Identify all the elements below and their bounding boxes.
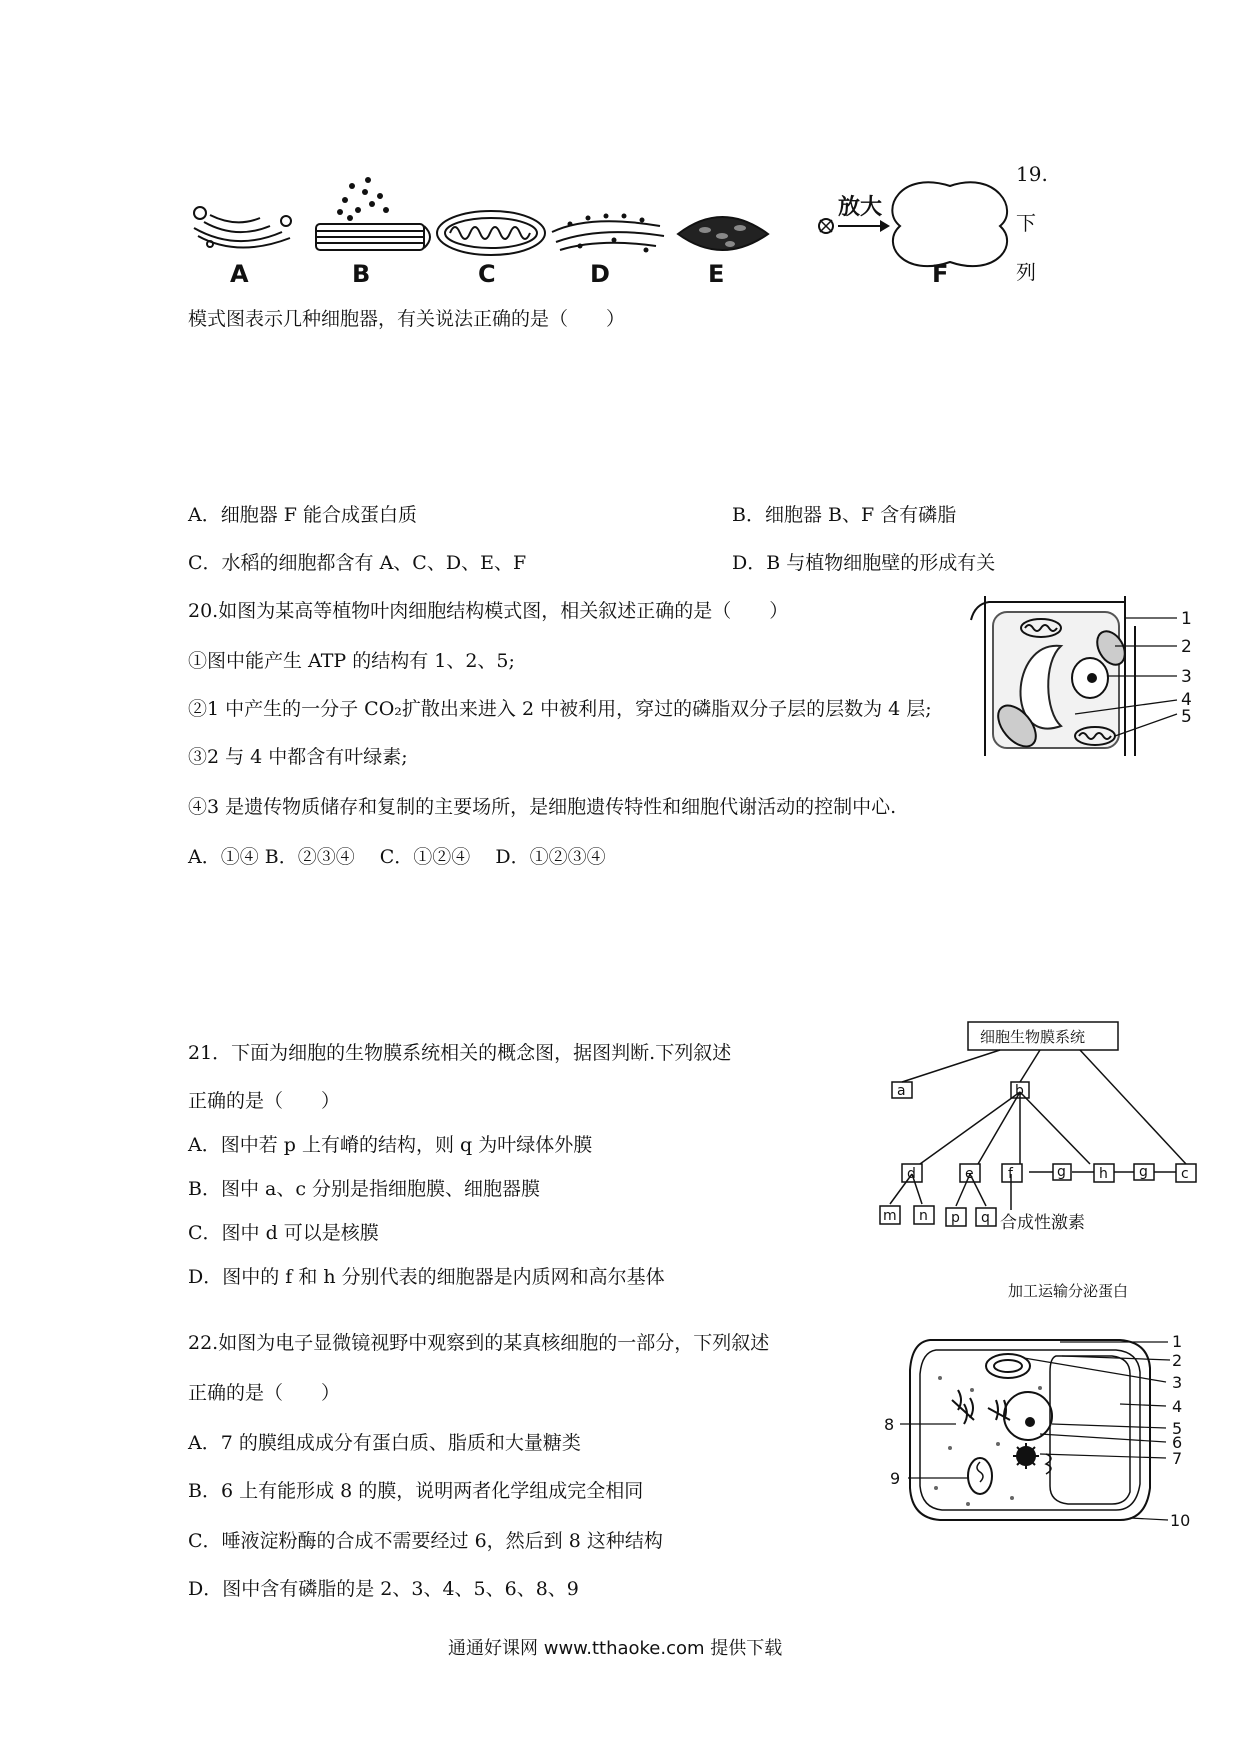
q19-side-char-2: 列 — [1016, 260, 1036, 284]
q21-option-b: B．图中 a、c 分别是指细胞膜、细胞器膜 — [188, 1178, 541, 1200]
q19-side-char-1: 下 — [1016, 211, 1036, 235]
cell-label-1: 1 — [1181, 609, 1192, 629]
concept-node-g1: g — [1057, 1164, 1066, 1180]
concept-node-a: a — [897, 1083, 906, 1099]
concept-node-n: n — [919, 1208, 928, 1224]
q20-stem: 20.如图为某高等植物叶肉细胞结构模式图，相关叙述正确的是（ ） — [188, 600, 789, 622]
cell2-label-4: 4 — [1172, 1397, 1183, 1416]
cell-label-2: 2 — [1181, 637, 1192, 657]
concept-node-b: b — [1015, 1083, 1024, 1099]
q20-statement-4: ④3 是遗传物质储存和复制的主要场所，是细胞遗传特性和细胞代谢活动的控制中心. — [188, 796, 897, 818]
concept-node-g2: g — [1139, 1164, 1148, 1180]
q19-option-a: A．细胞器 F 能合成蛋白质 — [188, 504, 417, 526]
cell2-label-5: 5 — [1172, 1419, 1183, 1438]
cell2-label-3: 3 — [1172, 1373, 1183, 1392]
concept-label-hormone: 合成性激素 — [1000, 1213, 1085, 1233]
q22-stem-line2: 正确的是（ ） — [188, 1382, 341, 1404]
cell2-label-2: 2 — [1172, 1351, 1183, 1370]
cell2-label-6: 6 — [1172, 1433, 1183, 1452]
cell2-label-8: 8 — [884, 1415, 895, 1434]
concept-node-f: f — [1008, 1166, 1013, 1182]
q19-option-b: B．细胞器 B、F 含有磷脂 — [732, 504, 957, 526]
q21-option-d: D．图中的 f 和 h 分别代表的细胞器是内质网和高尔基体 — [188, 1266, 665, 1288]
concept-node-e: e — [965, 1166, 974, 1182]
fig-label-e: E — [708, 260, 725, 288]
cell2-label-7: 7 — [1172, 1449, 1183, 1468]
magnify-label: 放大 — [838, 195, 883, 220]
q20-statement-2: ②1 中产生的一分子 CO₂扩散出来进入 2 中被利用，穿过的磷脂双分子层的层数为 4 层; — [188, 698, 932, 720]
cell2-label-1: 1 — [1172, 1332, 1183, 1351]
concept-node-p: p — [951, 1210, 960, 1226]
q20-statement-3: ③2 与 4 中都含有叶绿素; — [188, 746, 408, 768]
q22-stem-line1: 22.如图为电子显微镜视野中观察到的某真核细胞的一部分，下列叙述 — [188, 1332, 770, 1354]
q19-number: 19. — [1016, 162, 1048, 186]
organelle-figure — [0, 0, 1240, 300]
cell-label-5: 5 — [1181, 707, 1192, 727]
q19-option-d: D．B 与植物细胞壁的形成有关 — [732, 552, 996, 574]
ribosome-figure — [892, 182, 1007, 266]
membrane-concept-map — [850, 1020, 1210, 1300]
mitochondrion-figure — [437, 211, 545, 255]
concept-node-q: q — [981, 1210, 990, 1226]
concept-node-m: m — [883, 1208, 897, 1224]
eukaryotic-cell-figure — [880, 1328, 1200, 1528]
cell-label-3: 3 — [1181, 667, 1192, 687]
cell2-label-9: 9 — [890, 1469, 901, 1488]
magnify-arrow — [819, 195, 890, 233]
q21-stem-line1: 21．下面为细胞的生物膜系统相关的概念图，据图判断.下列叙述 — [188, 1042, 732, 1064]
q22-option-a: A．7 的膜组成成分有蛋白质、脂质和大量糖类 — [188, 1432, 581, 1454]
concept-root: 细胞生物膜系统 — [980, 1028, 1086, 1046]
q22-option-b: B．6 上有能形成 8 的膜，说明两者化学组成完全相同 — [188, 1480, 644, 1502]
q22-option-d: D．图中含有磷脂的是 2、3、4、5、6、8、9 — [188, 1578, 579, 1600]
concept-label-protein: 加工运输分泌蛋白 — [1008, 1282, 1129, 1300]
q21-stem-line2: 正确的是（ ） — [188, 1090, 341, 1112]
fig-label-c: C — [478, 260, 496, 288]
fig-label-b: B — [352, 260, 371, 288]
fig-label-d: D — [590, 260, 610, 288]
q19-option-c: C．水稻的细胞都含有 A、C、D、E、F — [188, 552, 527, 574]
rough-er-figure — [552, 214, 664, 253]
q22-option-c: C．唾液淀粉酶的合成不需要经过 6，然后到 8 这种结构 — [188, 1530, 663, 1552]
q20-statement-1: ①图中能产生 ATP 的结构有 1、2、5; — [188, 650, 515, 672]
q20-options: A．①④ B．②③④ C．①②④ D．①②③④ — [188, 846, 606, 868]
fig-label-f: F — [932, 260, 949, 288]
concept-node-c: c — [1181, 1166, 1189, 1182]
ribosome-er-figure — [316, 177, 430, 250]
concept-node-d: d — [907, 1166, 916, 1182]
fig-label-a: A — [230, 260, 249, 288]
plant-cell-figure — [965, 596, 1205, 766]
q19-stem: 模式图表示几种细胞器，有关说法正确的是（ ） — [188, 308, 626, 330]
cell-label-4: 4 — [1181, 690, 1192, 710]
q21-option-a: A．图中若 p 上有嵴的结构，则 q 为叶绿体外膜 — [188, 1134, 593, 1156]
q21-option-c: C．图中 d 可以是核膜 — [188, 1222, 379, 1244]
page-footer: 通通好课网 www.tthaoke.com 提供下载 — [448, 1638, 783, 1659]
chloroplast-figure — [678, 217, 768, 250]
cell2-label-10: 10 — [1170, 1511, 1191, 1530]
golgi-figure — [194, 207, 291, 248]
concept-node-h: h — [1099, 1166, 1108, 1182]
